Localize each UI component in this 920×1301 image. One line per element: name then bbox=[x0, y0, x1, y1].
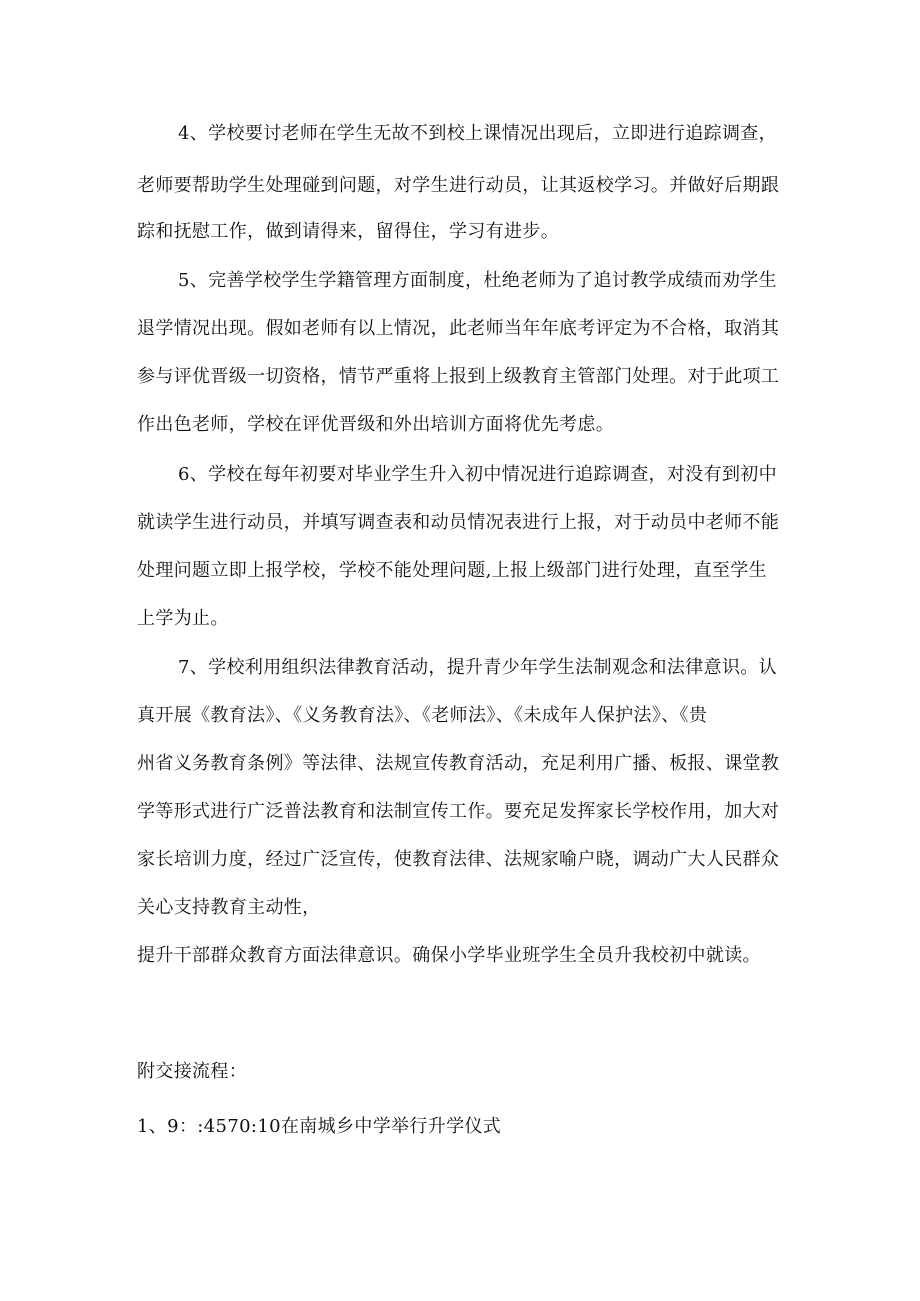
paragraph-line: 州省义务教育条例》等法律、法规宣传教育活动，充足利用广播、板报、课堂教 bbox=[137, 753, 780, 774]
paragraph-line: 6、学校在每年初要对毕业学生升入初中情况进行追踪调查，对没有到初中 bbox=[178, 464, 777, 485]
paragraph-line: 退学情况出现。假如老师有以上情况，此老师当年年底考评定为不合格，取消其 bbox=[137, 318, 780, 339]
paragraph-line: 5、完善学校学生学籍管理方面制度，杜绝老师为了追讨教学成绩而劝学生 bbox=[178, 270, 777, 291]
paragraph-line: 提升干部群众教育方面法律意识。确保小学毕业班学生全员升我校初中就读。 bbox=[137, 945, 761, 966]
appendix-heading: 附交接流程： bbox=[137, 1061, 248, 1082]
paragraph-line: 7、学校利用组织法律教育活动，提升青少年学生法制观念和法律意识。认 bbox=[178, 657, 777, 678]
paragraph-line: 真开展《教育法》、《义务教育法》、《老师法》、《未成年人保护法》、《贵 bbox=[137, 705, 708, 726]
paragraph-line: 上学为止。 bbox=[137, 608, 229, 629]
paragraph-line: 作出色老师，学校在评优晋级和外出培训方面将优先考虑。 bbox=[137, 414, 615, 435]
paragraph-line: 处理问题立即上报学校，学校不能处理问题,上报上级部门进行处理，直至学生 bbox=[137, 560, 767, 581]
paragraph-line: 4、学校要讨老师在学生无故不到校上课情况出现后，立即进行追踪调查， bbox=[178, 123, 777, 144]
paragraph-line: 学等形式进行广泛普法教育和法制宣传工作。要充足发挥家长学校作用，加大对 bbox=[137, 801, 780, 822]
paragraph-line: 老师要帮助学生处理碰到问题，对学生进行动员，让其返校学习。并做好后期跟 bbox=[137, 175, 780, 196]
paragraph-line: 关心支持教育主动性， bbox=[137, 897, 321, 918]
paragraph-line: 就读学生进行动员，并填写调查表和动员情况表进行上报，对于动员中老师不能 bbox=[137, 512, 780, 533]
process-step: 1、9：:4570:10在南城乡中学举行升学仪式 bbox=[137, 1116, 502, 1137]
paragraph-line: 踪和抚慰工作，做到请得来，留得住，学习有进步。 bbox=[137, 221, 560, 242]
paragraph-line: 参与评优晋级一切资格，情节严重将上报到上级教育主管部门处理。对于此项工 bbox=[137, 366, 780, 387]
paragraph-line: 家长培训力度，经过广泛宣传，使教育法律、法规家喻户晓，调动广大人民群众 bbox=[137, 849, 780, 870]
